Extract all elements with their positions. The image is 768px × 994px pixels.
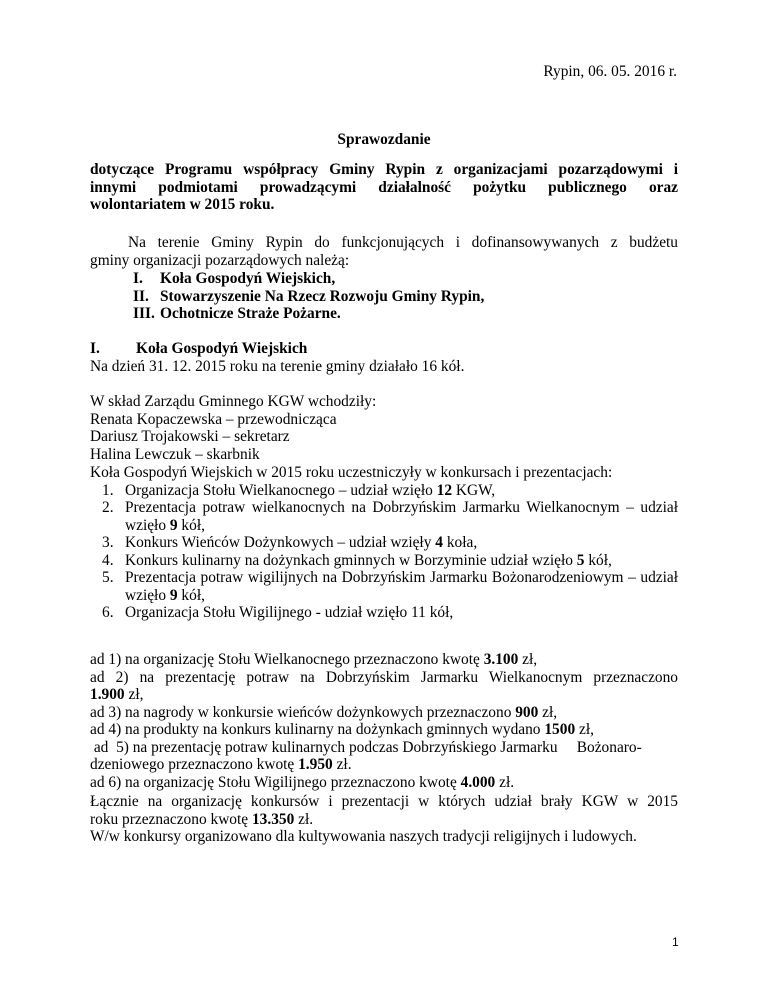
board-member: Dariusz Trojakowski – sekretarz	[90, 428, 290, 445]
intro-line-2: gminy organizacji pozarządowych należą:	[90, 251, 350, 269]
amount-item: ad 6) na organizację Stołu Wigilijnego przeznaczono kwotę 4.000 zł.	[90, 773, 515, 791]
summary-paragraph	[90, 793, 678, 846]
amount-item: ad 3) na nagrody w konkursie wieńców dożynkowych przeznaczono 900 zł,	[90, 703, 558, 721]
subject-line: innymi podmiotami prowadzącymi działalność pożytku publicznego oraz	[90, 178, 678, 196]
section-number: I.	[90, 340, 100, 357]
amount-item: ad 2) na prezentację potraw na Dobrzyńskim Jarmarku Wielkanocnym przeznaczono	[90, 668, 678, 686]
amount-item: ad 5) na prezentację potraw kulinarnych podczas Dobrzyńskiego Jarmarku Bożonaro-	[90, 738, 642, 756]
organization-list	[133, 270, 484, 323]
document-title: Sprawozdanie	[337, 131, 431, 148]
place-date: Rypin, 06. 05. 2016 r.	[543, 63, 677, 80]
organization-number: III.	[133, 305, 155, 322]
intro-paragraph	[90, 234, 678, 269]
summary-total: roku przeznaczono kwotę 13.350 zł.	[90, 810, 314, 828]
organization-name: Ochotnicze Straże Pożarne.	[160, 305, 341, 322]
organization-number: II.	[133, 287, 149, 305]
contest-item: 5. Prezentacja potraw wigilijnych na Dobrzyńskim Jarmarku Bożonarodzeniowym – udział wzięło 9 kół,	[102, 569, 678, 604]
organization-item	[133, 305, 484, 323]
board-member: Renata Kopaczewska – przewodnicząca	[90, 410, 337, 428]
intro-line-1: Na terenie Gminy Rypin do funkcjonujących i dofinansowywanych z budżetu	[128, 234, 678, 251]
organization-name: Koła Gospodyń Wiejskich,	[160, 270, 336, 287]
contests-heading: Koła Gospodyń Wiejskich w 2015 roku uczestniczyły w konkursach i prezentacjach:	[90, 464, 613, 481]
amount-item: ad 4) na produkty na konkurs kulinarny na dożynkach gminnych wydano 1500 zł,	[90, 721, 594, 738]
amount-item: ad 1) na organizację Stołu Wielkanocnego przeznaczono kwotę 3.100 zł,	[90, 651, 538, 668]
contest-item: 2. Prezentacja potraw wielkanocnych na Dobrzyńskim Jarmarku Wielkanocnym – udział wzięło 9 kół,	[102, 499, 678, 534]
section-title: Koła Gospodyń Wiejskich	[136, 340, 308, 357]
amount-item-cont: dzeniowego przeznaczono kwotę 1.950 zł.	[90, 756, 352, 773]
subject-line: wolontariatem w 2015 roku.	[90, 196, 275, 213]
contest-item: 3. Konkurs Wieńców Dożynkowych – udział wzięły 4 koła,	[102, 534, 478, 551]
section-kgw	[90, 340, 464, 375]
contests-list	[90, 482, 678, 622]
contest-item: 1. Organizacja Stołu Wielkanocnego – udział wzięło 12 KGW,	[102, 481, 496, 499]
section-intro: Na dzień 31. 12. 2015 roku na terenie gminy działało 16 kół.	[90, 357, 465, 375]
amounts-section	[90, 651, 678, 791]
organization-name: Stowarzyszenie Na Rzecz Rozwoju Gminy Rypin,	[160, 287, 485, 305]
subject-line: dotyczące Programu współpracy Gminy Rypin z organizacjami pozarządowymi i	[90, 161, 678, 178]
organization-item	[133, 270, 484, 288]
board-heading: W skład Zarządu Gminnego KGW wchodziły:	[90, 393, 377, 410]
amount-item-cont: 1.900 zł,	[90, 686, 144, 703]
board-composition	[90, 393, 376, 463]
contest-item: 6. Organizacja Stołu Wigilijnego - udział wzięło 11 kół,	[102, 604, 454, 621]
document-subject	[90, 161, 678, 214]
organization-item	[133, 288, 484, 306]
summary-line: Łącznie na organizację konkursów i prezentacji w których udział brały KGW w 2015	[90, 793, 678, 810]
organization-number: I.	[133, 270, 143, 287]
summary-line: W/w konkursy organizowano dla kultywowania naszych tradycji religijnych i ludowych.	[90, 828, 637, 845]
contest-item: 4. Konkurs kulinarny na dożynkach gminnych w Borzyminie udział wzięło 5 kół,	[102, 551, 612, 569]
section-heading	[90, 340, 464, 358]
page-number: 1	[672, 935, 679, 949]
contests-section	[90, 464, 678, 622]
board-member: Halina Lewczuk – skarbnik	[90, 445, 260, 463]
